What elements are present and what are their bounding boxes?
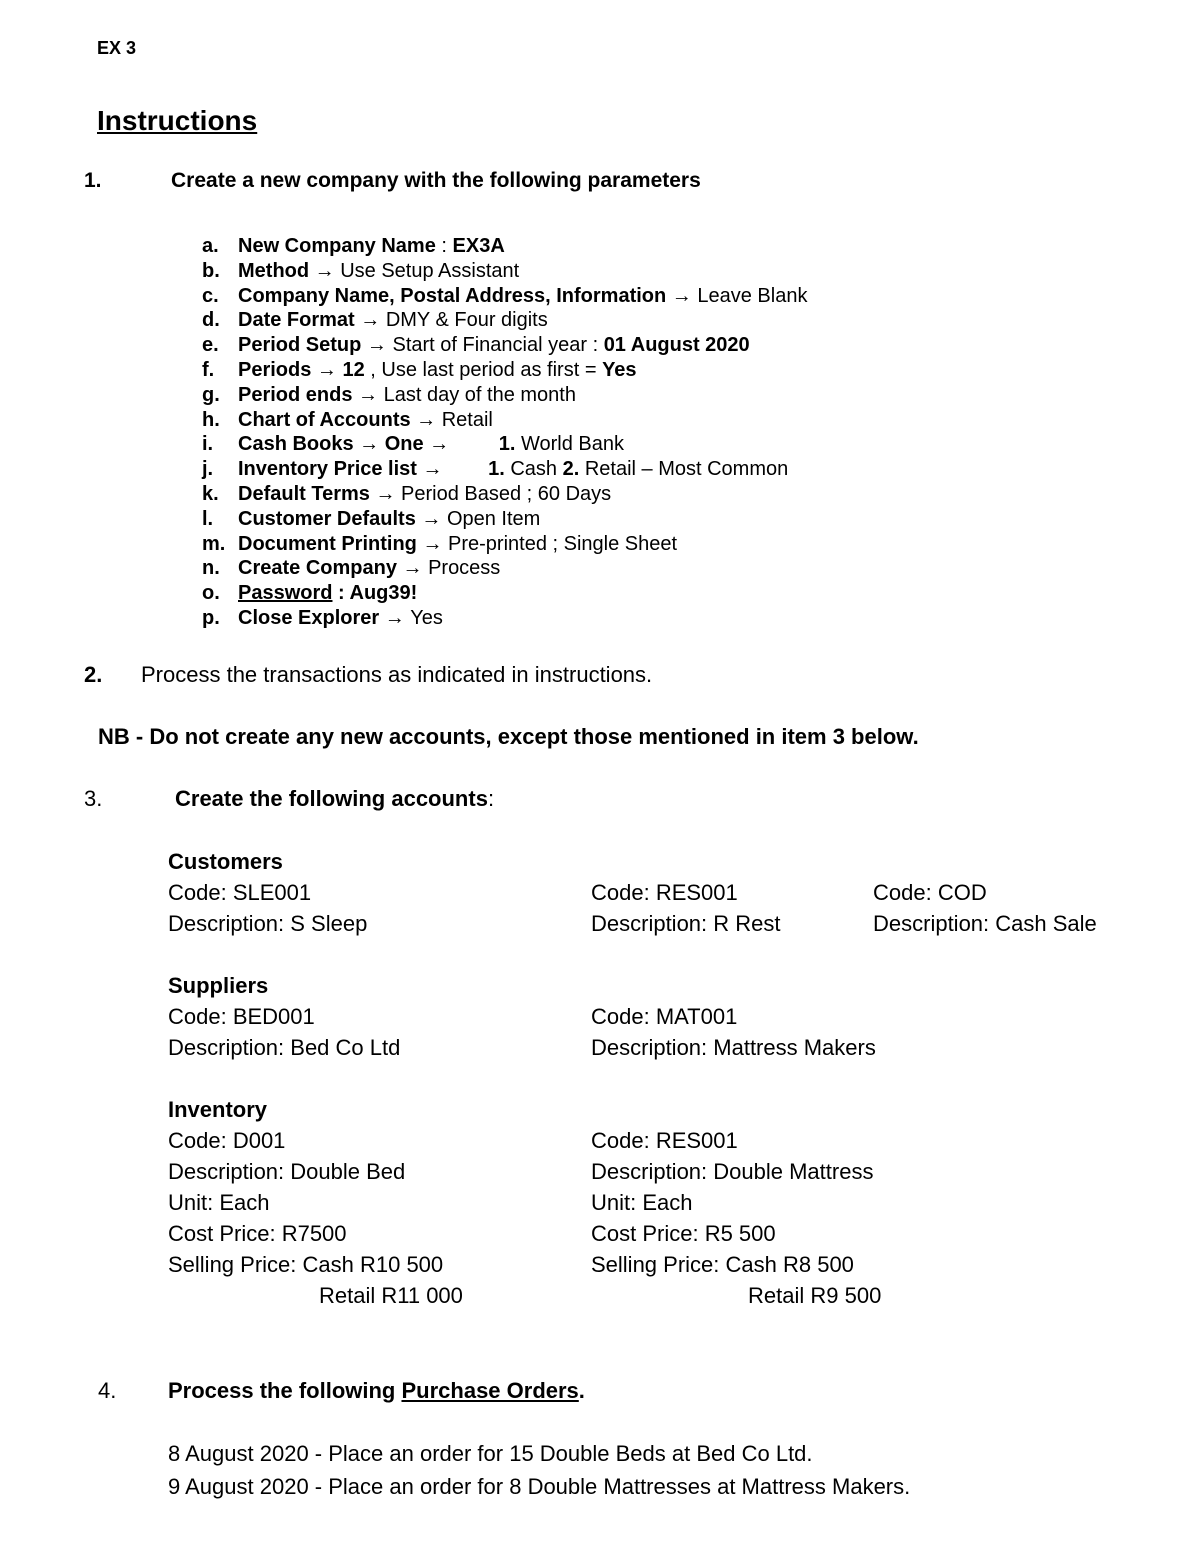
purchase-orders-list (168, 1437, 910, 1503)
inventory-retail-price: Retail R9 500 (748, 1283, 882, 1308)
item-2-text: Process the transactions as indicated in instructions. (141, 662, 653, 687)
arrow-icon: → (396, 557, 429, 580)
param-row: o. Password : Aug39! (202, 582, 418, 605)
customer-entry (873, 877, 1097, 939)
customers-section (168, 846, 367, 939)
instructions-heading: Instructions (97, 105, 258, 136)
item-1-text: Create a new company with the following parameters (171, 169, 701, 192)
param-row: p. Close Explorer → Yes (202, 606, 443, 629)
arrow-icon: → (416, 532, 449, 555)
arrow-icon: → (423, 433, 455, 456)
item-2-number: 2. (84, 662, 103, 687)
company-parameters-list (202, 234, 807, 631)
supplier-code: Code: MAT001 (591, 1004, 738, 1029)
arrow-icon: → (361, 334, 393, 357)
param-row: c. Company Name, Postal Address, Information → Leave Blank (202, 284, 808, 307)
param-row: g. Period ends → Last day of the month (202, 383, 576, 406)
arrow-icon: → (369, 482, 402, 505)
arrow-icon: → (354, 309, 386, 332)
param-row: j. Inventory Price list → 1. Cash 2. Retail – Most Common (202, 458, 789, 481)
inventory-entry (591, 1125, 881, 1311)
inventory-section (168, 1094, 463, 1311)
param-row: h. Chart of Accounts → Retail (202, 408, 493, 431)
param-row: n. Create Company → Process (202, 557, 501, 580)
item-4-number: 4. (98, 1378, 117, 1403)
customers-heading: Customers (168, 849, 283, 874)
item-1-number: 1. (84, 169, 102, 192)
param-row: l. Customer Defaults → Open Item (202, 507, 541, 530)
inventory-description: Description: Double Mattress (591, 1159, 874, 1184)
supplier-entry (591, 1001, 876, 1063)
arrow-icon: → (666, 284, 698, 307)
param-row: i. Cash Books → One → 1. World Bank (202, 433, 625, 456)
param-row: a. New Company Name : EX3A (202, 235, 505, 257)
item-3-number: 3. (84, 786, 103, 811)
inventory-description: Description: Double Bed (168, 1159, 406, 1184)
param-row: d. Date Format → DMY & Four digits (202, 309, 548, 332)
customer-code: Code: RES001 (591, 880, 738, 905)
supplier-description: Description: Mattress Makers (591, 1035, 876, 1060)
arrow-icon: → (353, 433, 385, 456)
param-row: k. Default Terms → Period Based ; 60 Days (202, 482, 612, 505)
customer-description: Description: R Rest (591, 911, 781, 936)
inventory-unit: Unit: Each (168, 1190, 270, 1215)
param-row: b. Method → Use Setup Assistant (202, 259, 520, 282)
item-4-text: Process the following Purchase Orders. (168, 1378, 585, 1403)
supplier-description: Description: Bed Co Ltd (168, 1035, 401, 1060)
inventory-code: Code: D001 (168, 1128, 286, 1153)
customer-description: Description: S Sleep (168, 911, 368, 936)
inventory-cost-price: Cost Price: R7500 (168, 1221, 347, 1246)
inventory-retail-price: Retail R11 000 (319, 1283, 463, 1308)
inventory-heading: Inventory (168, 1097, 268, 1122)
arrow-icon: → (410, 408, 442, 431)
param-row: f. Periods → 12 , Use last period as first = Yes (202, 358, 637, 381)
arrow-icon: → (416, 458, 449, 481)
arrow-icon: → (309, 259, 341, 282)
arrow-icon: → (415, 507, 447, 530)
supplier-code: Code: BED001 (168, 1004, 315, 1029)
customer-code: Code: COD (873, 880, 987, 905)
arrow-icon: → (311, 358, 343, 381)
arrow-icon: → (379, 606, 411, 629)
inventory-selling-price: Selling Price: Cash R8 500 (591, 1252, 854, 1277)
item-3-text: Create the following accounts: (175, 786, 495, 811)
inventory-code: Code: RES001 (591, 1128, 738, 1153)
param-row: e. Period Setup → Start of Financial year : 01 August 2020 (202, 334, 750, 357)
document-label: EX 3 (97, 38, 137, 58)
arrow-icon: → (352, 383, 384, 406)
param-row: m. Document Printing → Pre-printed ; Single Sheet (202, 532, 678, 555)
inventory-cost-price: Cost Price: R5 500 (591, 1221, 776, 1246)
inventory-unit: Unit: Each (591, 1190, 693, 1215)
purchase-order-line: 9 August 2020 - Place an order for 8 Double Mattresses at Mattress Makers. (168, 1474, 911, 1499)
nb-note: NB - Do not create any new accounts, except those mentioned in item 3 below. (98, 724, 919, 749)
suppliers-heading: Suppliers (168, 973, 269, 998)
customer-description: Description: Cash Sale (873, 911, 1097, 936)
suppliers-section (168, 970, 400, 1063)
customer-entry (591, 877, 781, 939)
purchase-order-line: 8 August 2020 - Place an order for 15 Double Beds at Bed Co Ltd. (168, 1441, 813, 1466)
inventory-selling-price: Selling Price: Cash R10 500 (168, 1252, 444, 1277)
customer-code: Code: SLE001 (168, 880, 312, 905)
